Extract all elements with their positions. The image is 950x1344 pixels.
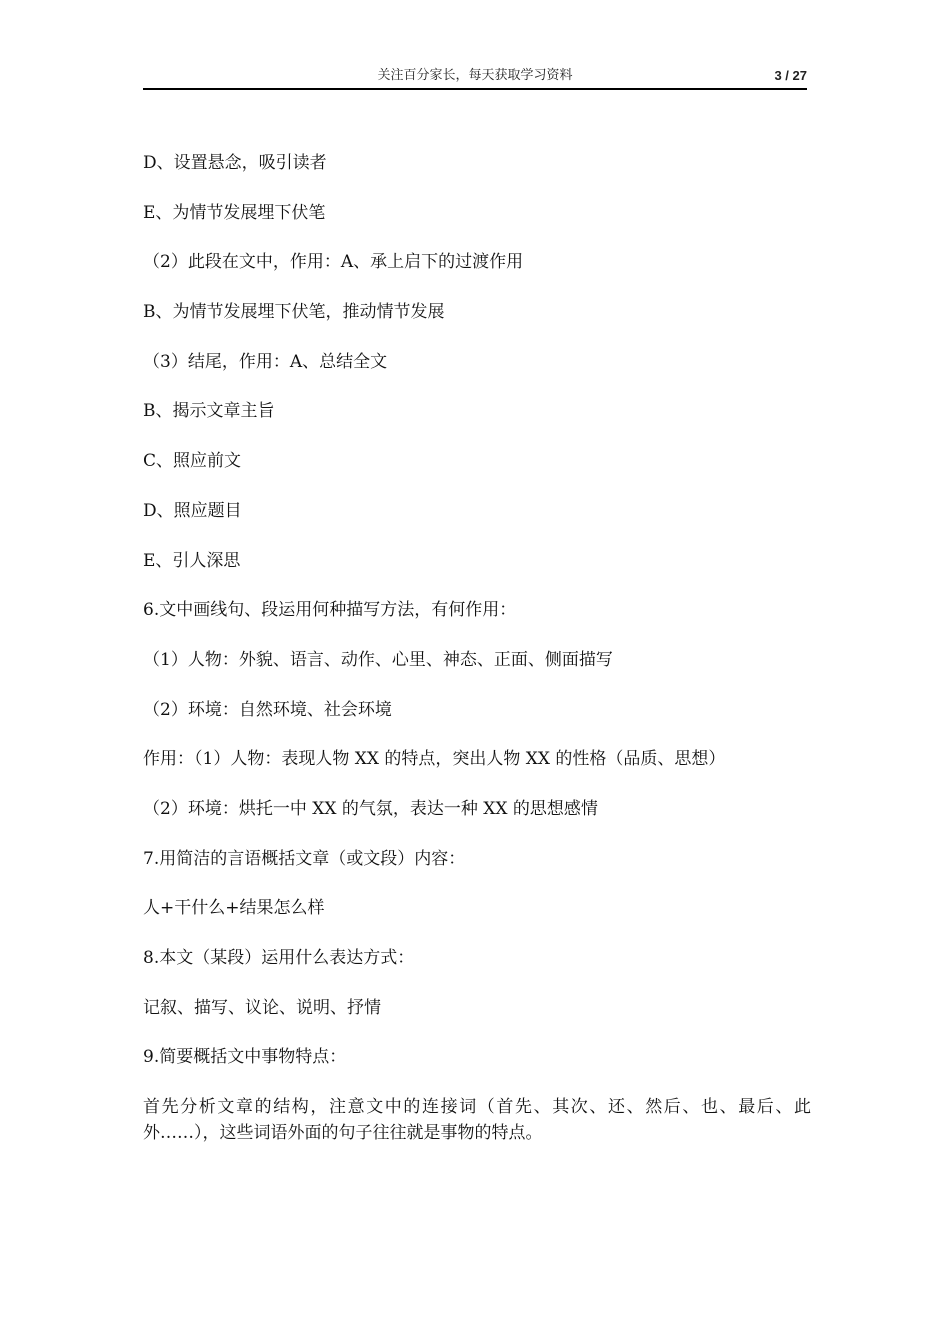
text-line: C、照应前文: [143, 451, 242, 472]
question-heading: 9.简要概括文中事物特点：: [143, 1047, 347, 1068]
page-header: [143, 60, 807, 90]
text-line: 作用：（1）人物：表现人物 XX 的特点，突出人物 XX 的性格（品质、思想）: [143, 749, 726, 770]
page-number: 3 / 27: [774, 68, 807, 83]
text-line: （3）结尾，作用：A、总结全文: [143, 351, 388, 372]
text-line: B、为情节发展埋下伏笔，推动情节发展: [143, 302, 445, 323]
text-line: E、引人深思: [143, 550, 241, 571]
text-line: D、照应题目: [143, 500, 242, 521]
question-heading: 8.本文（某段）运用什么表达方式：: [143, 948, 415, 968]
text-line: 记叙、描写、议论、说明、抒情: [143, 997, 381, 1018]
text-line: （1）人物：外貌、语言、动作、心里、神态、正面、侧面描写: [143, 649, 613, 670]
header-title: 关注百分家长，每天获取学习资料: [377, 68, 573, 83]
text-line: （2）环境：自然环境、社会环境: [143, 699, 392, 720]
question-heading: 7.用简洁的言语概括文章（或文段）内容：: [143, 848, 466, 869]
text-line: D、设置悬念，吸引读者: [143, 153, 327, 173]
text-line: E、为情节发展埋下伏笔: [143, 202, 326, 223]
question-heading: 6.文中画线句、段运用何种描写方法，有何作用：: [143, 600, 517, 621]
text-line: 人+干什么+结果怎么样: [143, 898, 325, 919]
text-line: （2）环境：烘托一中 XX 的气氛，表达一种 XX 的思想感情: [143, 798, 598, 819]
final-paragraph: 首先分析文章的结构，注意文中的连接词（首先、其次、还、然后、也、最后、此外……），这些词语外面的句子往往就是事物的特点。: [143, 1097, 811, 1144]
text-line: B、揭示文章主旨: [143, 401, 275, 422]
text-line: （2）此段在文中，作用：A、承上启下的过渡作用: [143, 252, 524, 273]
document-body: [143, 150, 811, 1146]
